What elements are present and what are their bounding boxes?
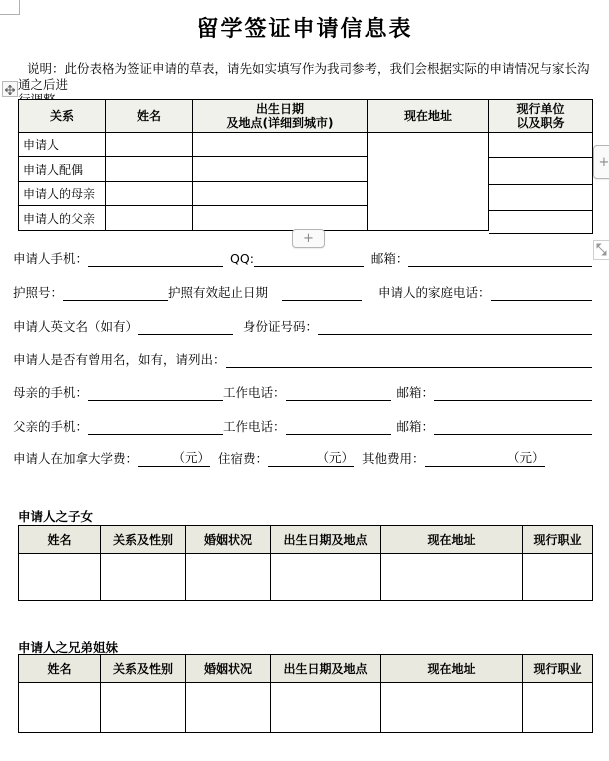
family-header-unit bbox=[489, 100, 593, 133]
father-email-label: 邮箱： bbox=[396, 419, 435, 434]
mother-work-blank[interactable] bbox=[286, 385, 391, 401]
mother-mobile-blank[interactable] bbox=[88, 385, 223, 401]
housing-blank[interactable] bbox=[268, 451, 354, 467]
passport-dates-label: 护照有效起止日期 bbox=[168, 285, 269, 300]
housing-label: 住宿费： bbox=[218, 451, 269, 466]
siblings-header-birth: 出生日期及地点 bbox=[271, 655, 381, 683]
cell-sibling-occupation[interactable] bbox=[523, 683, 593, 733]
siblings-table bbox=[18, 654, 593, 733]
family-table-left-columns bbox=[18, 99, 368, 231]
passport-label: 护照号： bbox=[13, 285, 64, 300]
family-table-address-column bbox=[368, 99, 489, 231]
cell-father-birth[interactable] bbox=[193, 206, 368, 231]
cell-child-relation[interactable] bbox=[101, 554, 186, 601]
siblings-header-address: 现在地址 bbox=[381, 655, 523, 683]
children-header-marital: 婚姻状况 bbox=[186, 526, 271, 554]
cell-spouse-unit[interactable] bbox=[489, 158, 593, 185]
cell-father-unit[interactable] bbox=[489, 211, 593, 234]
family-header-unit-line2: 以及职务 bbox=[516, 116, 565, 130]
other-fee-label: 其他费用： bbox=[362, 451, 425, 466]
siblings-header-occupation: 现行职业 bbox=[523, 655, 593, 683]
father-work-label: 工作电话： bbox=[223, 419, 286, 434]
siblings-header-name: 姓名 bbox=[19, 655, 101, 683]
family-row-label-father: 申请人的父亲 bbox=[19, 206, 106, 231]
family-header-relation: 关系 bbox=[19, 100, 106, 133]
mother-email-label: 邮箱： bbox=[396, 385, 435, 400]
move-arrows-icon bbox=[5, 80, 15, 99]
family-header-birth-line1: 出生日期 bbox=[255, 102, 304, 116]
applicant-mobile-label: 申请人手机： bbox=[13, 251, 89, 266]
children-header-birth: 出生日期及地点 bbox=[271, 526, 381, 554]
father-work-blank[interactable] bbox=[286, 419, 391, 435]
family-table bbox=[18, 99, 593, 234]
siblings-section-heading: 申请人之兄弟姐妹 bbox=[18, 640, 119, 655]
cell-address-merged[interactable] bbox=[368, 133, 489, 231]
home-phone-label: 申请人的家庭电话： bbox=[378, 285, 491, 300]
resize-diagonal-icon bbox=[596, 241, 607, 260]
mother-email-blank[interactable] bbox=[434, 385, 592, 401]
line-english-name bbox=[13, 318, 592, 335]
family-row-label-applicant: 申请人 bbox=[19, 133, 106, 157]
cell-applicant-name[interactable] bbox=[106, 133, 193, 157]
children-section-heading: 申请人之子女 bbox=[18, 509, 94, 524]
cell-applicant-unit[interactable] bbox=[489, 133, 593, 158]
cell-child-marital[interactable] bbox=[186, 554, 271, 601]
insert-column-button[interactable]: + bbox=[593, 145, 609, 179]
table-resize-handle[interactable] bbox=[593, 240, 609, 260]
cell-child-birth[interactable] bbox=[271, 554, 381, 601]
cell-sibling-relation[interactable] bbox=[101, 683, 186, 733]
email-blank[interactable] bbox=[408, 251, 592, 267]
cell-mother-unit[interactable] bbox=[489, 185, 593, 211]
cell-applicant-birth[interactable] bbox=[193, 133, 368, 157]
english-name-blank[interactable] bbox=[138, 319, 233, 335]
family-header-address: 现在地址 bbox=[368, 100, 489, 133]
cell-father-name[interactable] bbox=[106, 206, 193, 231]
page-title: 留学签证申请信息表 bbox=[196, 16, 413, 42]
children-header-occupation: 现行职业 bbox=[523, 526, 593, 554]
cell-spouse-birth[interactable] bbox=[193, 157, 368, 182]
insert-row-button[interactable]: + bbox=[292, 229, 325, 248]
passport-blank[interactable] bbox=[63, 285, 168, 301]
qq-label: QQ: bbox=[230, 251, 254, 266]
children-header-relation: 关系及性别 bbox=[101, 526, 186, 554]
family-header-unit-line1: 现行单位 bbox=[516, 102, 565, 116]
former-name-label: 申请人是否有曾用名，如有，请列出： bbox=[13, 352, 226, 367]
line-father-contact bbox=[13, 418, 592, 435]
table-move-handle[interactable] bbox=[2, 81, 18, 97]
passport-dates-blank[interactable] bbox=[282, 285, 362, 301]
line-former-name bbox=[13, 351, 592, 368]
other-fee-blank[interactable] bbox=[425, 451, 545, 467]
cell-spouse-name[interactable] bbox=[106, 157, 193, 182]
line-passport bbox=[13, 284, 592, 301]
other-fee-unit-label: （元） bbox=[507, 450, 545, 465]
tuition-label: 申请人在加拿大学费： bbox=[13, 451, 139, 466]
line-applicant-contact bbox=[13, 250, 592, 267]
cell-sibling-marital[interactable] bbox=[186, 683, 271, 733]
children-header-address: 现在地址 bbox=[381, 526, 523, 554]
cell-child-occupation[interactable] bbox=[523, 554, 593, 601]
note-line-1: 说明：此份表格为签证申请的草表，请先如实填写作为我司参考，我们会根据实际的申请情况与家长沟通之后进 bbox=[18, 61, 590, 92]
family-row-label-mother: 申请人的母亲 bbox=[19, 182, 106, 206]
housing-unit-label: （元） bbox=[316, 450, 355, 465]
children-table bbox=[18, 525, 593, 601]
father-email-blank[interactable] bbox=[434, 419, 592, 435]
id-number-label: 身份证号码： bbox=[243, 319, 319, 334]
father-mobile-label: 父亲的手机： bbox=[13, 419, 89, 434]
applicant-mobile-blank[interactable] bbox=[88, 251, 223, 267]
siblings-header-marital: 婚姻状况 bbox=[186, 655, 271, 683]
line-fees bbox=[13, 450, 573, 467]
former-name-blank[interactable] bbox=[226, 352, 592, 368]
family-header-birth-line2: 及地点(详细到城市) bbox=[226, 116, 334, 130]
cell-child-address[interactable] bbox=[381, 554, 523, 601]
cell-child-name[interactable] bbox=[19, 554, 101, 601]
cell-mother-birth[interactable] bbox=[193, 182, 368, 206]
father-mobile-blank[interactable] bbox=[88, 419, 223, 435]
cell-mother-name[interactable] bbox=[106, 182, 193, 206]
mother-mobile-label: 母亲的手机： bbox=[13, 385, 89, 400]
english-name-label: 申请人英文名（如有） bbox=[13, 319, 139, 334]
id-number-blank[interactable] bbox=[318, 319, 592, 335]
home-phone-blank[interactable] bbox=[491, 285, 592, 301]
cell-sibling-birth[interactable] bbox=[271, 683, 381, 733]
children-header-name: 姓名 bbox=[19, 526, 101, 554]
email-label: 邮箱： bbox=[370, 251, 409, 266]
cell-sibling-name[interactable] bbox=[19, 683, 101, 733]
family-row-label-spouse: 申请人配偶 bbox=[19, 157, 106, 182]
tuition-blank[interactable] bbox=[138, 451, 210, 467]
line-mother-contact bbox=[13, 384, 592, 401]
mother-work-label: 工作电话： bbox=[223, 385, 286, 400]
tuition-unit-label: （元） bbox=[172, 450, 211, 465]
family-header-name: 姓名 bbox=[106, 100, 193, 133]
cell-sibling-address[interactable] bbox=[381, 683, 523, 733]
qq-blank[interactable] bbox=[254, 251, 364, 267]
family-table-unit-column bbox=[489, 99, 593, 234]
siblings-header-relation: 关系及性别 bbox=[101, 655, 186, 683]
family-header-birth bbox=[193, 100, 368, 133]
